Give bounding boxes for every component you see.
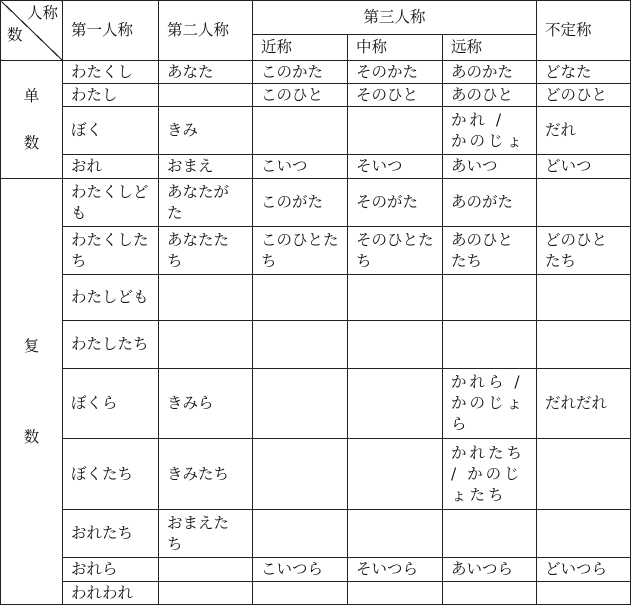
singular-row: [1, 107, 631, 155]
corner-person-label: 人称: [26, 4, 58, 22]
table-cell: [443, 510, 537, 558]
table-cell: [159, 321, 253, 369]
singular-char-2: 数: [23, 133, 40, 152]
table-cell: このがた: [253, 179, 348, 227]
table-cell: そのがた: [348, 179, 443, 227]
table-cell: かれ / かのじょ: [443, 107, 537, 155]
table-cell: このひとたち: [253, 227, 348, 275]
table-cell: こいつら: [253, 558, 348, 582]
singular-char-1: 单: [23, 86, 40, 105]
singular-row: [1, 61, 631, 84]
plural-row: [1, 227, 631, 275]
table-cell: [159, 275, 253, 321]
plural-row: [1, 369, 631, 439]
singular-group-label: [1, 61, 63, 179]
table-cell: わたしたち: [63, 321, 159, 369]
table-cell: [253, 275, 348, 321]
table-cell: そいつ: [348, 155, 443, 179]
table-cell: そいつら: [348, 558, 443, 582]
plural-row: [1, 510, 631, 558]
singular-row: [1, 84, 631, 107]
table-cell: [159, 582, 253, 605]
table-cell: きみたち: [159, 439, 253, 510]
plural-row: [1, 558, 631, 582]
table-cell: [348, 439, 443, 510]
table-cell: どいつら: [537, 558, 631, 582]
table-cell: そのひと: [348, 84, 443, 107]
table-cell: あなた: [159, 61, 253, 84]
plural-char-1: 复: [23, 336, 40, 355]
table-cell: おまえたち: [159, 510, 253, 558]
plural-row: [1, 582, 631, 605]
plural-char-2: 数: [23, 427, 40, 446]
table-cell: [253, 369, 348, 439]
table-cell: こいつ: [253, 155, 348, 179]
table-cell: わたくし: [63, 61, 159, 84]
table-cell: [537, 275, 631, 321]
table-cell: [537, 179, 631, 227]
corner-number-label: 数: [7, 26, 23, 44]
table-cell: [253, 439, 348, 510]
table-cell: おまえ: [159, 155, 253, 179]
table-cell: わたし: [63, 84, 159, 107]
middle-header: 中称: [348, 35, 443, 61]
table-cell: [537, 439, 631, 510]
table-cell: [537, 321, 631, 369]
table-cell: だれ: [537, 107, 631, 155]
table-cell: [159, 84, 253, 107]
table-cell: あのかた: [443, 61, 537, 84]
second-person-header: 第二人称: [159, 1, 253, 61]
table-cell: どのひと: [537, 84, 631, 107]
table-cell: [348, 369, 443, 439]
table-cell: おれら: [63, 558, 159, 582]
table-cell: どのひとたち: [537, 227, 631, 275]
near-header: 近称: [253, 35, 348, 61]
table-cell: [443, 321, 537, 369]
table-cell: [253, 510, 348, 558]
first-person-header: 第一人称: [63, 1, 159, 61]
table-cell: [537, 510, 631, 558]
table-cell: おれたち: [63, 510, 159, 558]
plural-row: [1, 179, 631, 227]
table-cell: このかた: [253, 61, 348, 84]
table-cell: あいつ: [443, 155, 537, 179]
table-cell: どなた: [537, 61, 631, 84]
table-cell: [253, 582, 348, 605]
table-cell: [443, 275, 537, 321]
table-cell: このひと: [253, 84, 348, 107]
table-cell: あなたがた: [159, 179, 253, 227]
far-header: 远称: [443, 35, 537, 61]
table-cell: だれだれ: [537, 369, 631, 439]
table-cell: あなたたち: [159, 227, 253, 275]
table-cell: [443, 582, 537, 605]
table-cell: われわれ: [63, 582, 159, 605]
table-cell: [348, 510, 443, 558]
plural-row: [1, 439, 631, 510]
plural-row: [1, 275, 631, 321]
indefinite-header: 不定称: [537, 1, 631, 61]
singular-row: [1, 155, 631, 179]
table-cell: ぼくら: [63, 369, 159, 439]
table-cell: わたくしども: [63, 179, 159, 227]
plural-group-label: [1, 179, 63, 605]
table-cell: [348, 275, 443, 321]
table-cell: あいつら: [443, 558, 537, 582]
header-row-1: [1, 1, 631, 35]
table-cell: ぼくたち: [63, 439, 159, 510]
table-cell: あのがた: [443, 179, 537, 227]
corner-header-cell: [1, 1, 63, 61]
table-cell: あのひと: [443, 84, 537, 107]
table-cell: ぼく: [63, 107, 159, 155]
table-cell: わたしども: [63, 275, 159, 321]
table-cell: かれたち / かのじょたち: [443, 439, 537, 510]
table-cell: [537, 582, 631, 605]
table-cell: [159, 558, 253, 582]
table-cell: [253, 321, 348, 369]
plural-row: [1, 321, 631, 369]
table-cell: きみら: [159, 369, 253, 439]
table-cell: おれ: [63, 155, 159, 179]
table-cell: [348, 321, 443, 369]
table-cell: そのかた: [348, 61, 443, 84]
third-person-header: 第三人称: [253, 1, 537, 35]
table-cell: かれら / かのじょら: [443, 369, 537, 439]
table-cell: わたくしたち: [63, 227, 159, 275]
table-cell: [348, 107, 443, 155]
table-cell: きみ: [159, 107, 253, 155]
table-cell: どいつ: [537, 155, 631, 179]
table-cell: [253, 107, 348, 155]
table-cell: あのひとたち: [443, 227, 537, 275]
table-cell: [348, 582, 443, 605]
table-cell: そのひとたち: [348, 227, 443, 275]
